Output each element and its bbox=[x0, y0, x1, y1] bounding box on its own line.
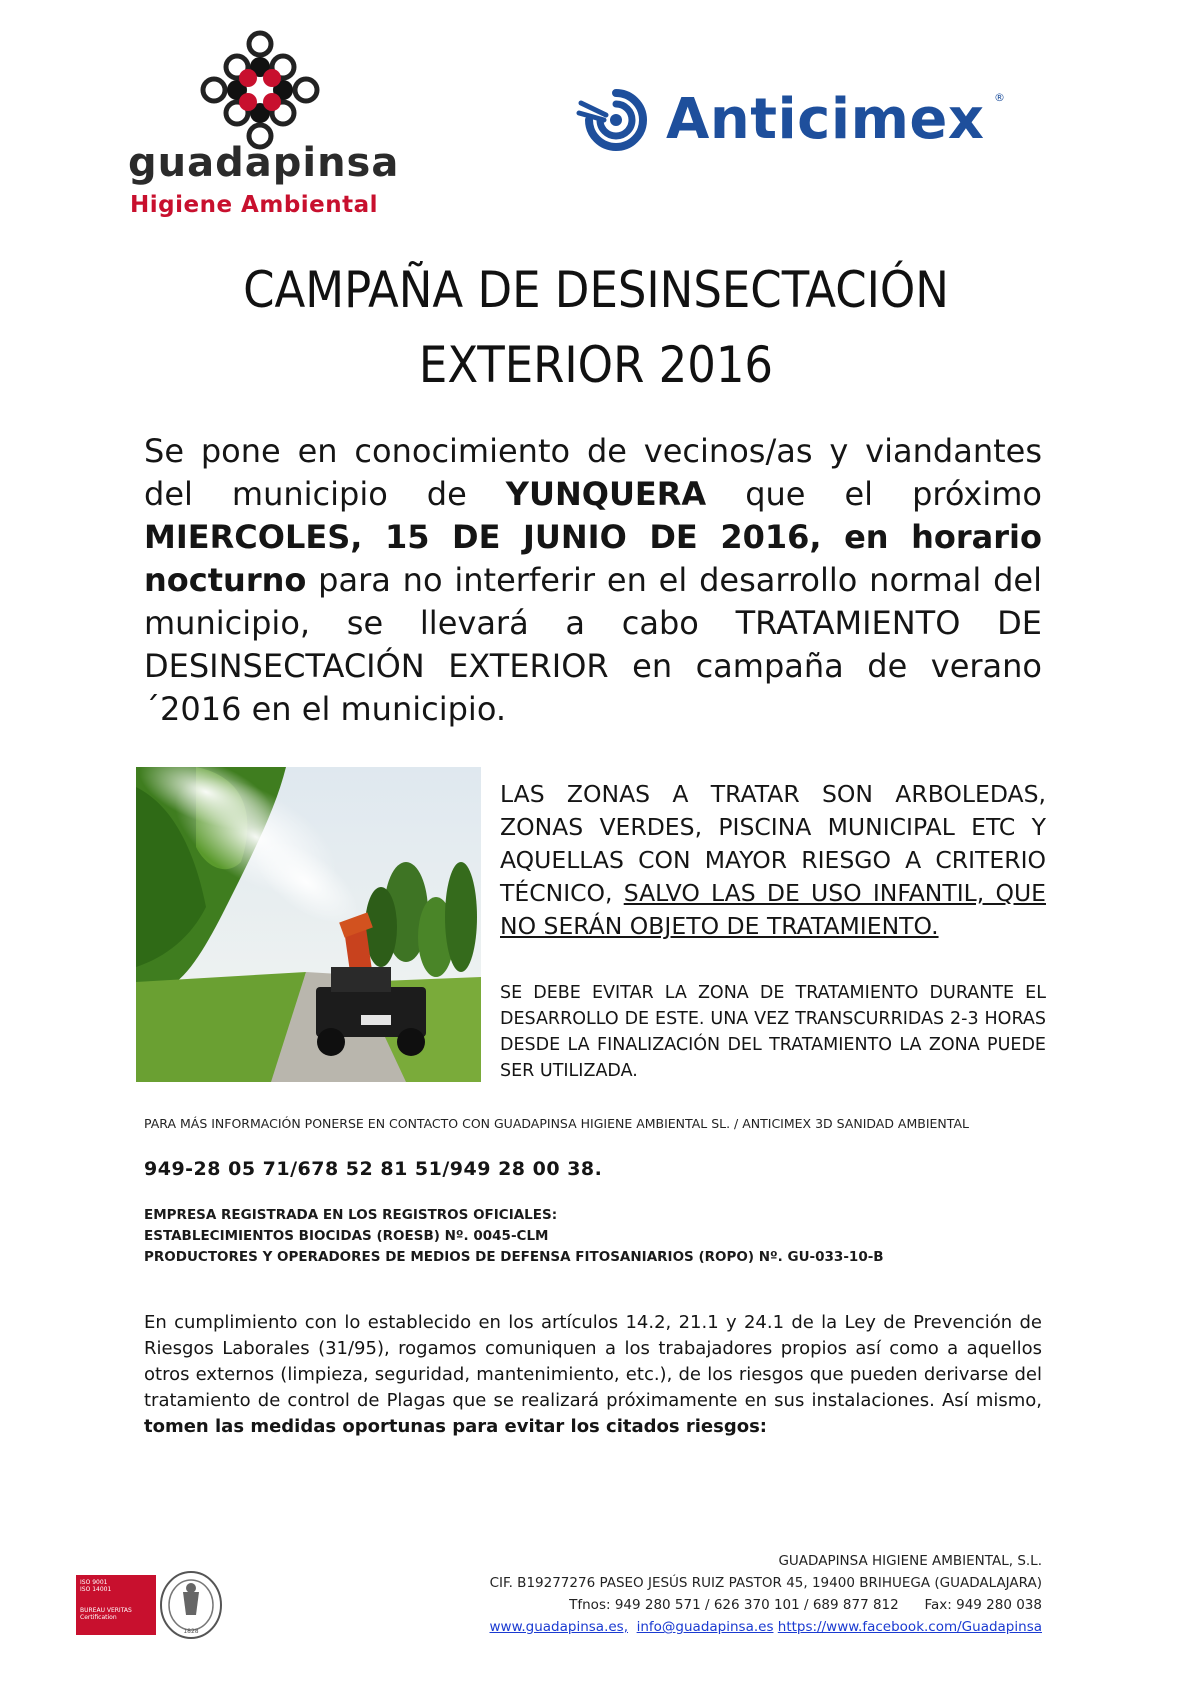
title-line-1: CAMPAÑA DE DESINSECTACIÓN bbox=[243, 261, 949, 319]
fumigation-photo bbox=[136, 767, 481, 1082]
zones-exclusion-text: SALVO LAS DE USO INFANTIL, QUE NO SERÁN OBJETO DE TRATAMIENTO. bbox=[500, 879, 1046, 940]
registry-line-1: EMPRESA REGISTRADA EN LOS REGISTROS OFICIALES: bbox=[144, 1207, 558, 1223]
fumigation-truck-image bbox=[136, 767, 481, 1082]
anticimex-logo-text: Anticimex bbox=[666, 87, 985, 152]
title-line-2: EXTERIOR 2016 bbox=[418, 336, 774, 394]
iso-certification-badge bbox=[76, 1575, 156, 1635]
contact-phones: 949-28 05 71/678 52 81 51/949 28 00 38. bbox=[144, 1158, 603, 1180]
footer-address: CIF. B19277276 PASEO JESÚS RUIZ PASTOR 45, 19400 BRIHUEGA (GUADALAJARA) bbox=[489, 1575, 1042, 1591]
anticimex-mark-icon bbox=[576, 85, 656, 155]
facebook-link[interactable]: https://www.facebook.com/Guadapinsa bbox=[777, 1619, 1042, 1635]
avoid-zone-notice: SE DEBE EVITAR LA ZONA DE TRATAMIENTO DURANTE EL DESARROLLO DE ESTE. UNA VEZ TRANSCURRIDAS 2-3 HORAS DESDE LA FINALIZACIÓN DEL TRATAMIENTO LA ZONA PUEDE SER UTILIZADA. bbox=[500, 983, 1046, 1081]
registry-line-2: ESTABLECIMIENTOS BIOCIDAS (ROESB) Nº. 0045-CLM bbox=[144, 1228, 549, 1244]
footer-company: GUADAPINSA HIGIENE AMBIENTAL, S.L. bbox=[778, 1553, 1042, 1569]
intro-text-1: Se pone en conocimiento de vecinos/as y viandantes del municipio de bbox=[144, 432, 1042, 513]
company-footer bbox=[420, 1550, 1042, 1638]
guadapinsa-logo-text: guadapinsa bbox=[128, 140, 400, 186]
guadapinsa-logo-subtitle: Higiene Ambiental bbox=[130, 192, 379, 218]
zones-text: LAS ZONAS A TRATAR SON ARBOLEDAS, ZONAS VERDES, PISCINA MUNICIPAL ETC Y AQUELLAS CON MAYOR RIESGO A CRITERIO TÉCNICO, bbox=[500, 780, 1046, 907]
page-title bbox=[100, 253, 1092, 403]
guadapinsa-circles-icon bbox=[200, 30, 320, 150]
legal-end: : bbox=[759, 1416, 767, 1437]
anticimex-logo bbox=[576, 85, 1006, 165]
town-name: YUNQUERA bbox=[505, 475, 707, 513]
intro-text-2: que el próximo bbox=[706, 475, 1042, 513]
footer-phones: Tfnos: 949 280 571 / 626 370 101 / 689 877 812 Fax: 949 280 038 bbox=[569, 1597, 1042, 1613]
iso-9001: ISO 9001 bbox=[80, 1579, 108, 1586]
legal-paragraph bbox=[144, 1310, 1042, 1440]
footer-links bbox=[420, 1616, 1042, 1638]
registry-line-3: PRODUCTORES Y OPERADORES DE MEDIOS DE DEFENSA FITOSANIARIOS (ROPO) Nº. GU-033-10-B bbox=[144, 1249, 884, 1265]
certification-logos bbox=[76, 1570, 226, 1640]
registered-mark: ® bbox=[994, 91, 1005, 104]
treatment-zones-text bbox=[500, 778, 1046, 943]
bureau-veritas: BUREAU VERITAS bbox=[80, 1607, 132, 1614]
legal-text: En cumplimiento con lo establecido en los artículos 14.2, 21.1 y 24.1 de la Ley de Prevención de Riesgos Laborales (31/95), rogamos comuniquen a los trabajadores propios así como a aquellos otros externos (limpieza, seguridad, mantenimiento, etc.), de los riesgos que pueden derivarse del tratamiento de control de Plagas que se realizará próximamente en sus instalaciones. Así mismo, bbox=[144, 1312, 1042, 1411]
email-link[interactable]: info@guadapinsa.es bbox=[636, 1619, 774, 1635]
registry-info bbox=[144, 1205, 1044, 1268]
guadapinsa-logo bbox=[120, 30, 400, 218]
iso-14001: ISO 14001 bbox=[80, 1586, 112, 1593]
treatment-date: MIERCOLES, 15 DE JUNIO DE 2016, en horario nocturno bbox=[144, 518, 1042, 599]
website-link[interactable]: www.guadapinsa.es, bbox=[489, 1619, 629, 1635]
intro-text-3: para no interferir en el desarrollo normal del municipio, se llevará a cabo TRATAMIENTO DE DESINSECTACIÓN EXTERIOR en campaña de verano´2016 en el municipio. bbox=[144, 561, 1042, 728]
legal-bold-text: tomen las medidas oportunas para evitar los citados riesgos bbox=[144, 1416, 760, 1437]
intro-paragraph bbox=[144, 430, 1042, 731]
more-info-text: PARA MÁS INFORMACIÓN PONERSE EN CONTACTO CON GUADAPINSA HIGIENE AMBIENTAL SL. / ANTICIMEX 3D SANIDAD AMBIENTAL bbox=[144, 1116, 969, 1131]
bureau-veritas-seal-icon bbox=[158, 1570, 224, 1640]
seal-year: 1828 bbox=[183, 1628, 199, 1635]
bureau-veritas-certification: Certification bbox=[80, 1614, 117, 1621]
